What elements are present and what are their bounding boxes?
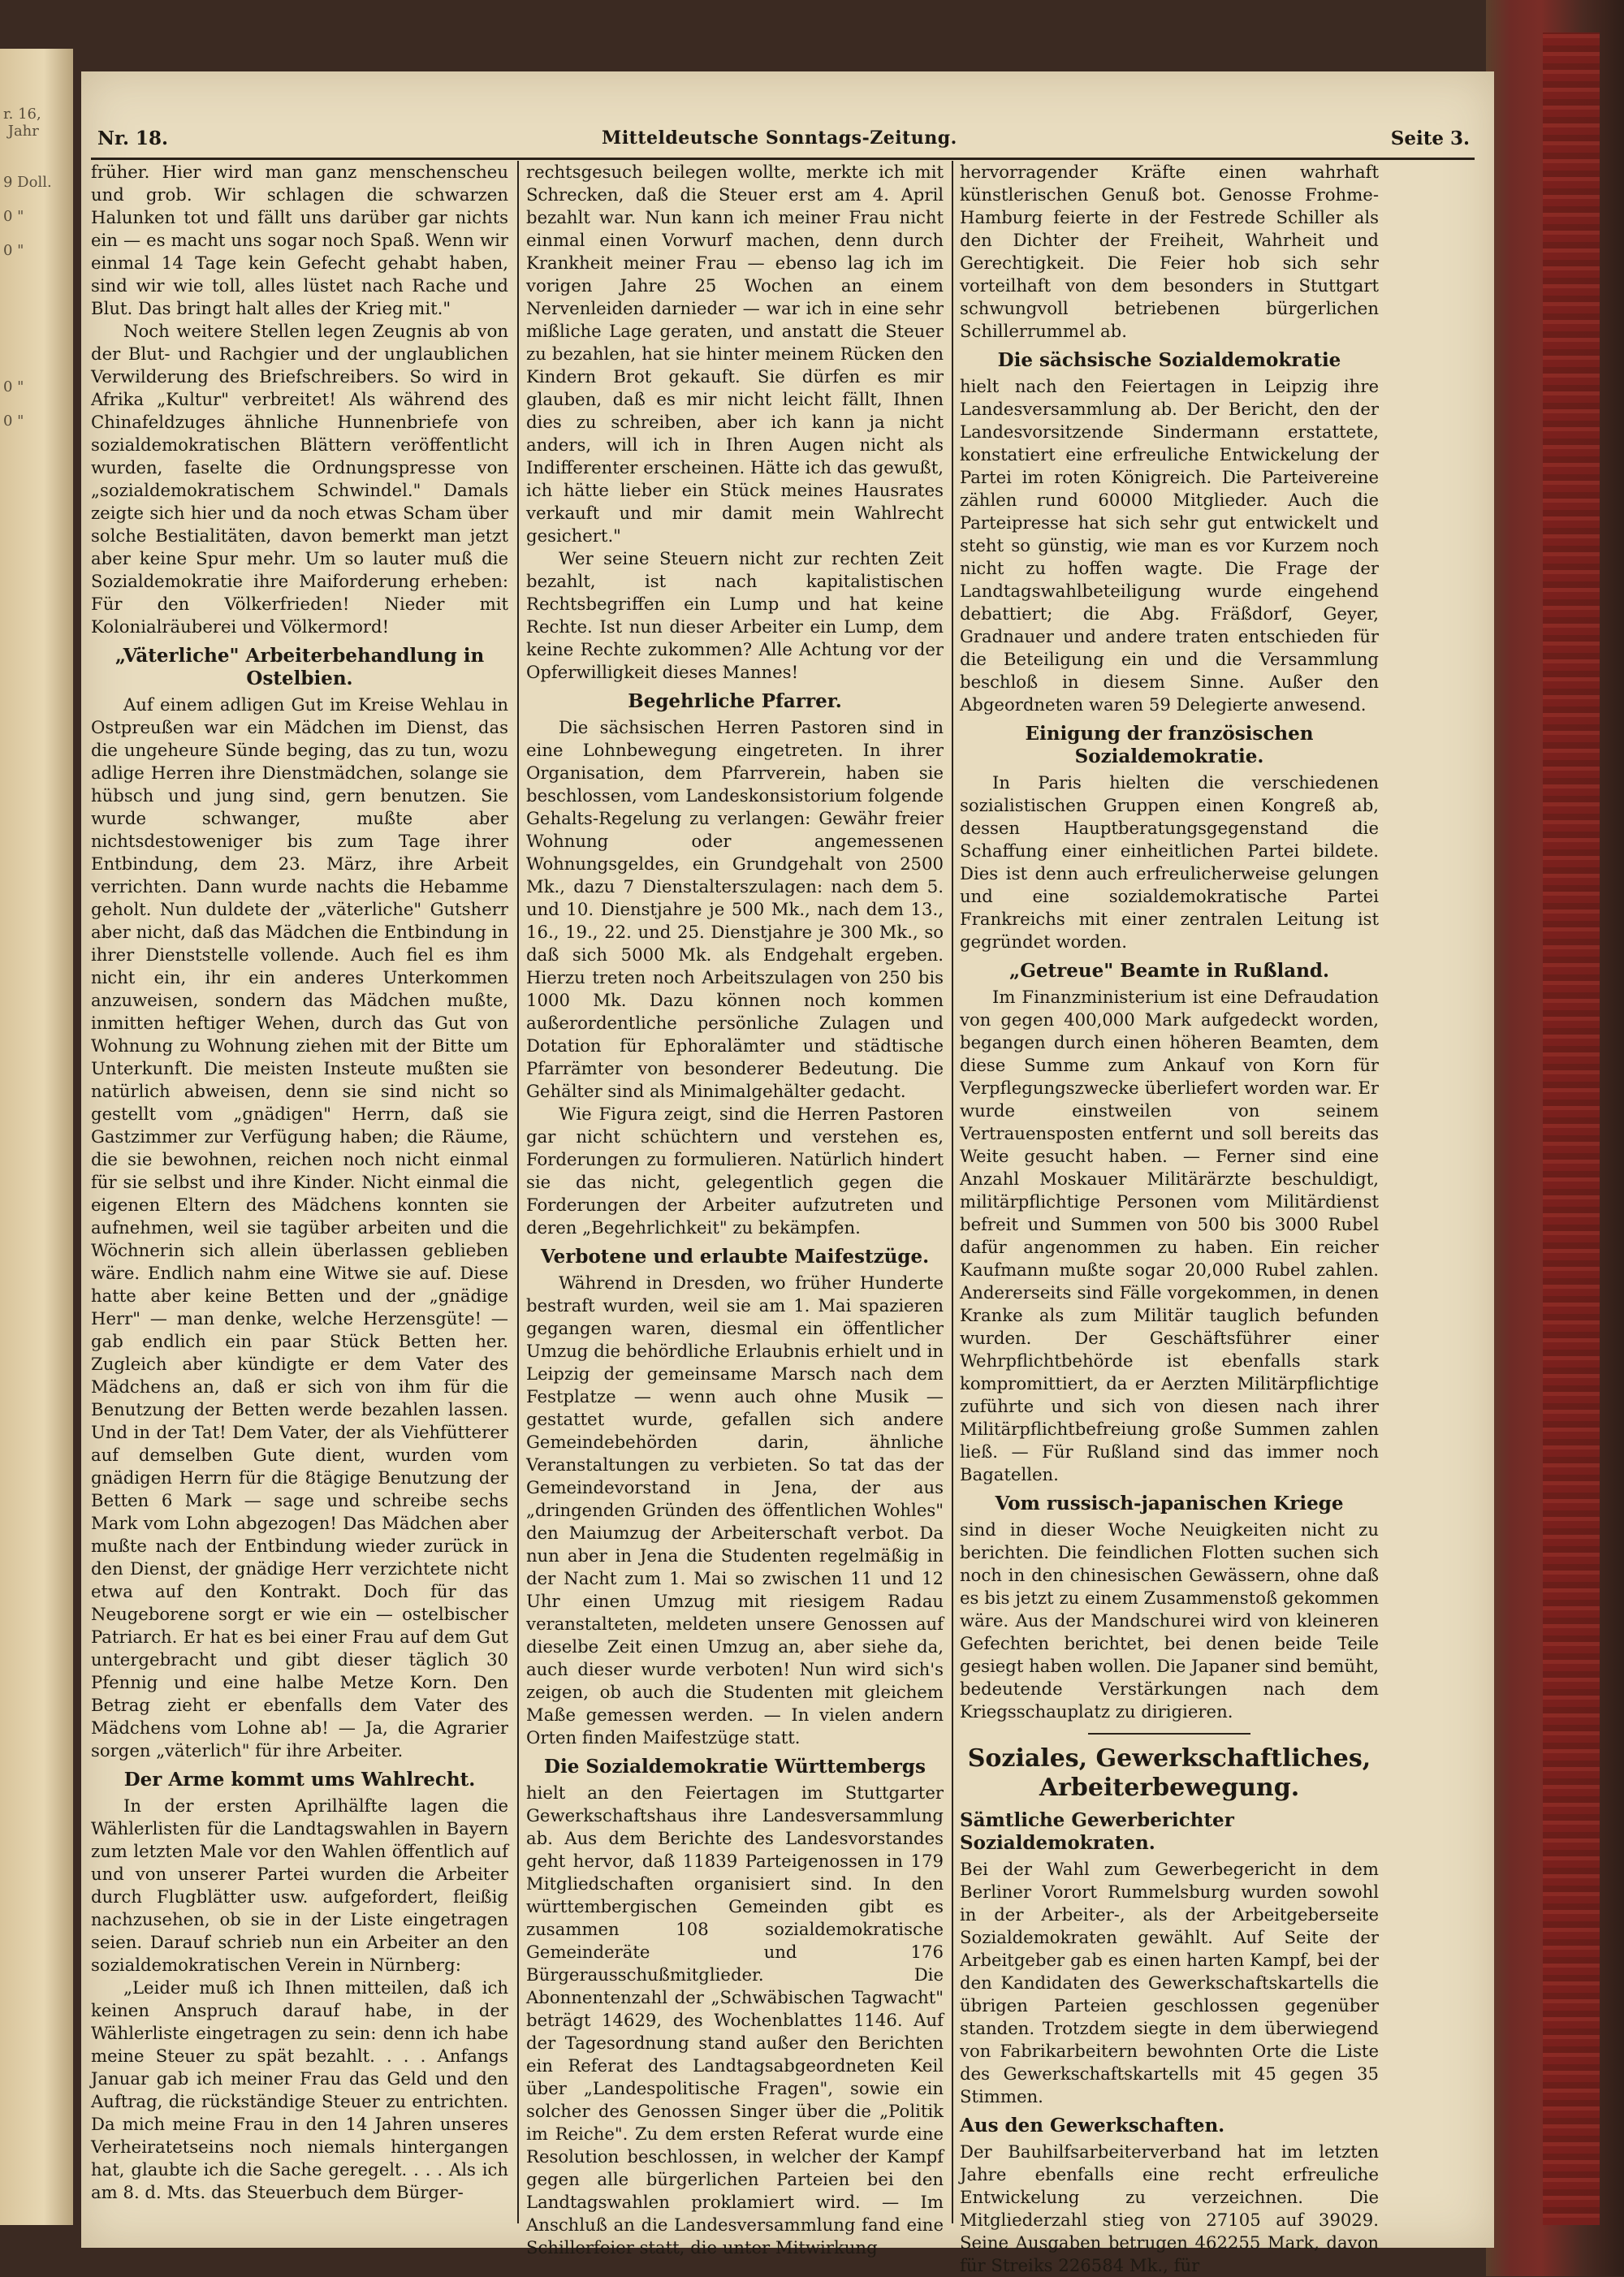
article-headline: Einigung der französischen Sozialdemokratie. xyxy=(1025,723,1314,767)
article-paragraph: Noch weitere Stellen legen Zeugnis ab von der Blut- und Rachgier und der unglaublichen Verwilderung des Briefschreibers. So wird in Afrika „Kultur" verbreitet! Als während des Chinafeldzuges ähnliche Hunnenbriefe von sozialdemokratischen Blättern veröffentlicht wurden, faselte die Ordnungspresse von „sozialdemokratischem Schwindel." Damals zeigte sich hier und da noch etwas Scham über solche Bestialitäten, davon bemerkt man jetzt aber keine Spur mehr. Um so lauter muß die Sozialdemokratie ihre Maiforderung erheben: Für den Völkerfrieden! Nieder mit Kolonialräuberei und Völkermord! xyxy=(91,321,508,637)
newspaper-page xyxy=(81,71,1494,2275)
article-headline: Die Sozialdemokratie Württembergs xyxy=(544,1756,926,1778)
article-headline: Vom russisch-japanischen Kriege xyxy=(995,1493,1344,1514)
facing-page-fragment: r. 16, Jahr 9 Doll. 0 " 0 " 0 " 0 " xyxy=(3,106,52,430)
article-paragraph: Wie Figura zeigt, sind die Herren Pastoren gar nicht schüchtern und verstehen es, Forderungen zu formulieren. Natürlich hindert sie das nicht, gelegentlich gegen die Forderungen der Arbeiter aufzutreten und deren „Begehrlichkeit" zu bekämpfen. xyxy=(526,1104,944,1238)
article-headline: „Getreue" Beamte in Rußland. xyxy=(1009,960,1330,982)
article-paragraph: In der ersten Aprilhälfte lagen die Wählerlisten für die Landtagswahlen in Bayern zum letzten Male vor den Wahlen öffentlich auf und von unserer Partei wurden die Arbeiter durch Flugblätter usw. aufgefordert, fleißig nachzusehen, ob sie in der Liste eingetragen seien. Darauf schrieb nun ein Arbeiter an den sozialdemokratischen Verein in Nürnberg: xyxy=(91,1795,508,1975)
section-rule xyxy=(1088,1733,1250,1735)
column-2 xyxy=(526,161,944,2258)
article-paragraph: Bei der Wahl zum Gewerbegericht in dem Berliner Vorort Rummelsburg wurden sowohl in der Arbeiter-, als der Arbeitgeberseite Sozialdemokraten gewählt. Auf Seite der Arbeitgeber gab es einen harten Kampf, bei der den Kandidaten des Gewerkschaftskartells die übrigen Parteien geschlossen gegenüber standen. Trotzdem siegte in dem überwiegend von Fabrikarbeitern bewohnten Orte die Liste des Gewerkschaftskartells mit 45 gegen 35 Stimmen. xyxy=(960,1859,1379,2106)
article-paragraph: hielt nach den Feiertagen in Leipzig ihre Landesversammlung ab. Der Bericht, den der Landesvorsitzende Sindermann erstattete, konstatiert eine erfreuliche Entwickelung der Partei im roten Königreich. Die Parteivereine zählen rund 60000 Mitglieder. Auch die Parteipresse hat sich sehr gut entwickelt und steht so günstig, wie man es vor Kurzem noch nicht zu hoffen wagte. Die Frage der Landtagswahlbeteiligung wurde eingehend debattiert; die Abg. Fräßdorf, Geyer, Gradnauer und andere traten entschieden für die Beteiligung ein und die Versammlung beschloß in diesem Sinne. Außer den Abgeordneten waren 59 Delegierte anwesend. xyxy=(960,376,1379,715)
section-heading: Soziales, Gewerkschaftliches, Arbeiterbewegung. xyxy=(967,1744,1371,1802)
article-paragraph: Wer seine Steuern nicht zur rechten Zeit bezahlt, ist nach kapitalistischen Rechtsbegriffen ein Lump und hat keine Rechte. Ist nun dieser Arbeiter ein Lump, dem keine Rechte zukommen? Alle Achtung vor der Opferwilligkeit dieses Mannes! xyxy=(526,548,944,682)
page-header xyxy=(97,119,1470,158)
subsection-headline: Aus den Gewerkschaften. xyxy=(960,2115,1225,2137)
article-paragraph: sind in dieser Woche Neuigkeiten nicht zu berichten. Die feindlichen Flotten suchen sich noch in den chinesischen Gewässern, ohne daß es bis jetzt zu einem Zusammenstoß gekommen wäre. Aus der Mandschurei wird von kleineren Gefechten berichtet, bei denen beide Teile gesiegt haben wollen. Die Japaner sind bemüht, bedeutende Verstärkungen nach dem Kriegsschauplatz zu dirigieren. xyxy=(960,1519,1379,1722)
article-paragraph: hervorragender Kräfte einen wahrhaft künstlerischen Genuß bot. Genosse Frohme-Hamburg feierte in der Festrede Schiller als den Dichter der Freiheit, Wahrheit und Gerechtigkeit. Die Feier hob sich sehr vorteilhaft von dem besonders in Stuttgart schwungvoll betriebenen bürgerlichen Schillerrummel ab. xyxy=(960,162,1379,341)
article-paragraph: „Leider muß ich Ihnen mitteilen, daß ich keinen Anspruch darauf habe, in der Wählerliste eingetragen zu sein: denn ich habe meine Steuer zu spät bezahlt. . . . Anfangs Januar gab ich meiner Frau das Geld und den Auftrag, die rückständige Steuer zu entrichten. Da mich meine Frau in den 14 Jahren unseres Verheiratetseins noch niemals hintergangen hat, glaubte ich die Sache geregelt. . . . Als ich am 8. d. Mts. das Steuerbuch dem Bürger- xyxy=(91,1977,508,2202)
article-paragraph: hielt an den Feiertagen im Stuttgarter Gewerkschaftshaus ihre Landesversammlung ab. Aus dem Berichte des Landesvorstandes geht hervor, daß 11839 Parteigenossen in 179 Mitgliedschaften organisiert sind. In den württembergischen Gemeinden gibt es zusammen 108 sozialdemokratische Gemeinderäte und 176 Bürgerausschußmitglieder. Die Abonnentenzahl der „Schwäbischen Tagwacht" beträgt 14629, des Wochenblattes 1146. Auf der Tagesordnung stand außer den Berichten ein Referat des Landtagsabgeordneten Keil über „Landespolitische Fragen", sowie ein solcher des Genossen Singer über die „Politik im Reiche". Zu dem ersten Referat wurde eine Resolution beschlossen, in welcher der Kampf gegen alle bürgerlichen Parteien bei den Landtagswahlen proklamiert wird. — Im Anschluß an die Landesversammlung fand eine Schillerfeier statt, die unter Mitwirkung xyxy=(526,1782,944,2258)
article-headline: Begehrliche Pfarrer. xyxy=(628,690,842,712)
book-binding xyxy=(1486,0,1624,2276)
article-paragraph: In Paris hielten die verschiedenen sozialistischen Gruppen einen Kongreß ab, dessen Hauptberatungsgegenstand die Schaffung einer einheitlichen Partei bildete. Dies ist denn auch erfreulicherweise gelungen und eine sozialdemokratische Partei Frankreichs mit einer zentralen Leitung ist gegründet worden. xyxy=(960,772,1379,952)
masthead-title: Mitteldeutsche Sonntags-Zeitung. xyxy=(601,127,957,149)
issue-number: Nr. 18. xyxy=(97,127,169,149)
column-1 xyxy=(91,161,508,2232)
article-headline: Verbotene und erlaubte Maifestzüge. xyxy=(540,1246,930,1268)
page-number: Seite 3. xyxy=(1390,127,1470,149)
article-paragraph: Während in Dresden, wo früher Hunderte bestraft wurden, weil sie am 1. Mai spazieren gegangen waren, diesmal ein öffentlicher Umzug die behördliche Erlaubnis erhielt und in Leipzig der gemeinsame Marsch nach dem Festplatze — wenn auch ohne Musik — gestattet wurde, gefallen sich andere Gemeindebehörden darin, ähnliche Veranstaltungen zu verbieten. So tat das der Gemeindevorstand in Jena, der aus „dringenden Gründen des öffentlichen Wohles" den Maiumzug der Arbeiterschaft verbot. Da nun aber in Jena die Studenten regelmäßig in der Nacht zum 1. Mai so zwischen 11 und 12 Uhr einen Umzug mit riesigem Radau veranstalteten, meldeten unsere Genossen auf dieselbe Zeit einen Umzug an, aber siehe da, auch dieser wurde verboten! Nun wird sich's zeigen, ob auch die Studenten mit gleichem Maße gemessen werden. — In vielen andern Orten finden Maifestzüge statt. xyxy=(526,1272,944,1748)
article-paragraph: Auf einem adligen Gut im Kreise Wehlau in Ostpreußen war ein Mädchen im Dienst, das die ungeheure Sünde beging, das zu tun, wozu adlige Herren ihre Dienstmädchen, solange sie hübsch und jung sind, gern benutzen. Sie wurde schwanger, mußte aber nichtsdestoweniger bis zum Tage ihrer Entbindung, dem 23. März, ihre Arbeit verrichten. Dann wurde nachts die Hebamme geholt. Nun duldete der „väterliche" Gutsherr aber nicht, daß das Mädchen die Entbindung in ihrer Dienststelle vollende. Auch fiel es ihm nicht ein, ihr ein anderes Unterkommen anzuweisen, sondern das Mädchen mußte, inmitten heftiger Wehen, durch das Gut von Wohnung zu Wohnung ziehen mit der Bitte um Unterkunft. Die meisten Insteute mußten sie natürlich abweisen, denn sie sind nicht so gestellt vom „gnädigen" Herrn, daß sie Gastzimmer zur Verfügung haben; die Räume, die sie bewohnen, reichen noch nicht einmal für sie selbst und ihre Kinder. Nicht einmal die eigenen Eltern des Mädchens konnten sie aufnehmen, weil sie tagüber arbeiten und die Wöchnerin sich allein überlassen geblieben wäre. Endlich nahm eine Witwe sie auf. Diese hatte aber keine Betten und der „gnädige Herr" — man denke, welche Herzensgüte! — gab endlich ein paar Stück Betten her. Zugleich aber kündigte er dem Vater des Mädchens an, daß er sich von ihm für die Benutzung der Betten werde bezahlen lassen. Und in der Tat! Dem Vater, der als Viehfütterer auf demselben Gute dient, wurden vom gnädigen Herrn für die 8tägige Benutzung der Betten 6 Mark — sage und schreibe sechs Mark vom Lohn abgezogen! Das Mädchen aber mußte nach der Entbindung wieder zurück in den Dienst, der gnädige Herr verzichtete nicht etwa auf den Kontrakt. Doch für das Neugeborene sorgt er wie ein — ostelbischer Patriarch. Er hat es bei einer Frau auf dem Gut untergebracht und gibt dieser täglich 30 Pfennig und eine halbe Metze Korn. Den Betrag zieht er ebenfalls dem Vater des Mädchens vom Lohne ab! — Ja, die Agrarier sorgen „väterlich" für ihre Arbeiter. xyxy=(91,694,508,1761)
article-paragraph: Im Finanzministerium ist eine Defraudation von gegen 400,000 Mark aufgedeckt worden, begangen durch einen höheren Beamten, dem diese Summe zum Ankauf von Korn für Verpflegungszwecke überliefert worden war. Er wurde einstweilen von seinem Vertrauensposten entfernt und soll bereits das Weite gesucht haben. — Ferner sind eine Anzahl Moskauer Militärärzte beschuldigt, militärpflichtige Personen vom Militärdienst befreit und Summen von 500 bis 3000 Rubel dafür angenommen zu haben. Ein reicher Kaufmann mußte sogar 20,000 Rubel zahlen. Andererseits sind Fälle vorgekommen, in denen Kranke als zum Militär tauglich befunden wurden. Der Geschäftsführer einer Wehrpflichtbehörde ist ebenfalls stark kompromittiert, da er Aerzten Militärpflichtige zuführte und sich von diesen nach ihrer Militärpflichtbefreiung große Summen zahlen ließ. — Für Rußland sind das immer noch Bagatellen. xyxy=(960,987,1379,1484)
column-divider xyxy=(952,161,953,2223)
article-paragraph: früher. Hier wird man ganz menschenscheu und grob. Wir schlagen die schwarzen Halunken tot und fällt uns darüber gar nichts ein — es macht uns sogar noch Spaß. Wenn wir einmal 14 Tage kein Gefecht gehabt haben, sind wir wie toll, alles lüstet nach Rache und Blut. Das bringt halt alles der Krieg mit." xyxy=(91,162,508,318)
binding-spine xyxy=(1543,32,1600,2225)
subsection-headline: Sämtliche Gewerberichter Sozialdemokraten. xyxy=(960,1809,1234,1854)
article-headline: Der Arme kommt ums Wahlrecht. xyxy=(123,1769,476,1791)
article-paragraph: Der Bauhilfsarbeiterverband hat im letzten Jahre ebenfalls eine recht erfreuliche Entwickelung zu verzeichnen. Die Mitgliederzahl stieg von 27105 auf 39029. Seine Ausgaben betrugen 462255 Mark, davon für Streiks 226584 Mk., für xyxy=(960,2141,1379,2275)
article-headline: „Väterliche" Arbeiterbehandlung in Ostelbien. xyxy=(114,645,485,689)
article-headline: Die sächsische Sozialdemokratie xyxy=(997,349,1341,371)
facing-page-edge xyxy=(0,49,73,2225)
article-paragraph: rechtsgesuch beilegen wollte, merkte ich mit Schrecken, daß die Steuer erst am 4. April bezahlt war. Nun kann ich meiner Frau nicht einmal einen Vorwurf machen, denn durch Krankheit meiner Frau — ebenso lag ich im vorigen Jahre 25 Wochen an einem Nervenleiden darnieder — war ich in eine sehr mißliche Lage geraten, und anstatt die Steuer zu bezahlen, hat sie hinter meinem Rücken den Kindern Brot gekauft. Sie dürfen es mir glauben, daß es mir nicht leicht fällt, Ihnen dies zu schreiben, aber ich kann ja nicht anders, will ich in Ihren Augen nicht als Indifferenter erscheinen. Hätte ich das gewußt, ich hätte lieber ein Stück meines Hausrates verkauft und mir damit mein Wahlrecht gesichert." xyxy=(526,162,944,546)
column-3 xyxy=(960,161,1379,2275)
article-paragraph: Die sächsischen Herren Pastoren sind in eine Lohnbewegung eingetreten. In ihrer Organisation, dem Pfarrverein, haben sie beschlossen, vom Landeskonsistorium folgende Gehalts-Regelung zu verlangen: Gewähr freier Wohnung oder angemessenen Wohnungsgeldes, ein Grundgehalt von 2500 Mk., dazu 7 Dienstalterszulagen: nach dem 5. und 10. Dienstjahre je 500 Mk., nach dem 13., 16., 19., 22. und 25. Dienstjahre je 300 Mk., so daß sich 5000 Mk. als Endgehalt ergeben. Hierzu treten noch Arbeitszulagen von 250 bis 1000 Mk. Dazu können noch kommen außerordentliche persönliche Zulagen und Dotation für Ephoralämter und städtische Pfarrämter von besonderer Bedeutung. Die Gehälter sind als Minimalgehälter gedacht. xyxy=(526,717,944,1101)
header-rule xyxy=(91,158,1475,160)
column-divider xyxy=(517,161,519,2223)
